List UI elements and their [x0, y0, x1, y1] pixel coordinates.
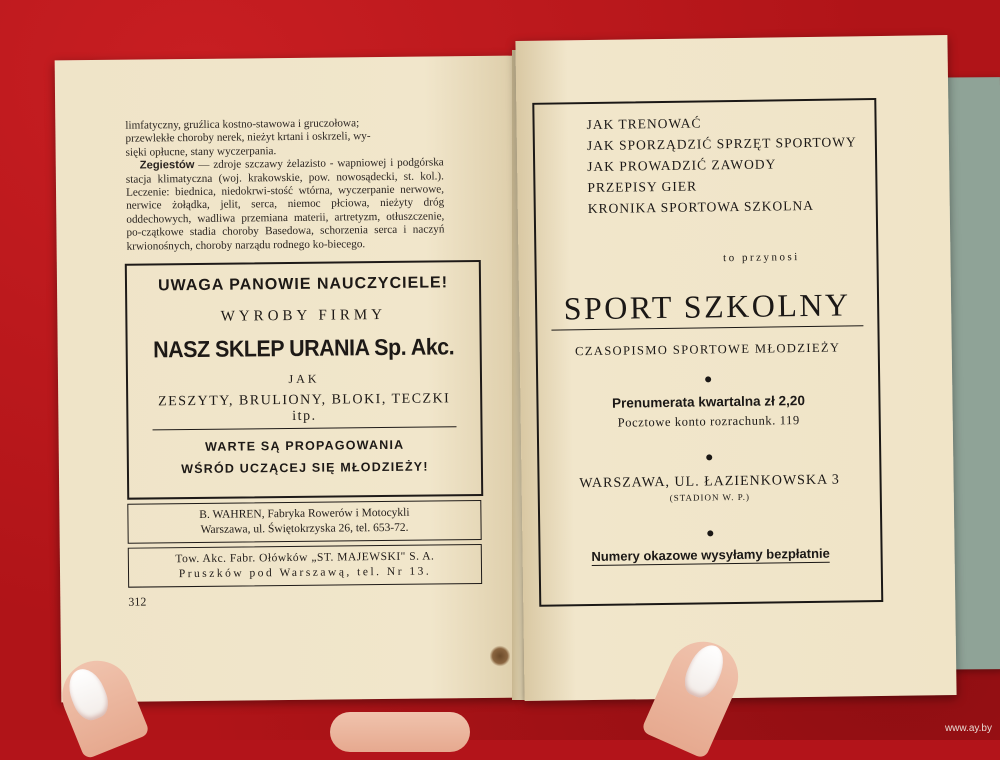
urania-advertisement	[125, 260, 483, 500]
body-line: przewlekłe choroby nerek, nieżyt krtani i oskrzeli, wy-	[125, 130, 371, 146]
bullet-dot-icon	[706, 454, 712, 460]
ad-line-products: WYROBY FIRMY	[220, 306, 387, 325]
ad-heading: UWAGA PANOWIE NAUCZYCIELE!	[157, 274, 449, 295]
postal-account: Pocztowe konto rozrachunk. 119	[617, 413, 800, 430]
subscription-price: Prenumerata kwartalna zł 2,20	[611, 393, 805, 411]
page-number: 312	[128, 594, 147, 609]
body-line: limfatyczny, gruźlica kostno-stawowa i gruczołowa;	[125, 117, 360, 132]
stadion-note: (STADION W. P.)	[669, 491, 751, 503]
ad-jak: JAK	[288, 371, 320, 387]
left-body-text	[125, 116, 444, 253]
brings-text: to przynosi	[723, 251, 800, 265]
topic-item: JAK PROWADZIĆ ZAWODY	[587, 156, 777, 175]
topic-item: KRONIKA SPORTOWA SZKOLNA	[587, 197, 815, 217]
right-page	[515, 35, 956, 701]
sport-szkolny-advertisement	[532, 98, 883, 607]
right-thumbnail	[679, 640, 730, 702]
left-thumbnail	[62, 664, 113, 725]
watermark: www.ay.by	[944, 723, 992, 734]
ad-slogan-2: WŚRÓD UCZĄCEJ SIĘ MŁODZIEŻY!	[181, 459, 429, 477]
wahren-advertisement	[127, 500, 481, 544]
majewski-line-2: Pruszków pod Warszawą, tel. Nr 13.	[178, 565, 432, 581]
topics-list	[586, 110, 857, 219]
left-page	[55, 56, 524, 703]
body-line: sięki opłucne, stany wyczerpania.	[125, 144, 277, 159]
free-samples-note	[541, 545, 881, 565]
magazine-subtitle: CZASOPISMO SPORTOWE MŁODZIEŻY	[574, 340, 841, 359]
entry-term: Zegiestów	[139, 159, 195, 172]
magazine-title: SPORT SZKOLNY	[551, 286, 864, 330]
bullet-dot-icon	[707, 530, 713, 536]
paper-stain	[490, 645, 510, 667]
entry-text: — zdroje szczawy żelazisto - wapniowej i podgórska stacja klimatyczna (woj. krakowskie, pow. nowosądecki, st. kol.). Leczenie: biednica, niedokrwi-stość wtórna, wyczerpanie nerwowe, nerwice żołądka, jelit, serca, niemoc płciowa, nieżyty dróg oddechowych, wadliwa przemiana materii, artretyzm, otłuszczenie, po-czątkowe stadia choroby Basedowa, schorzenia serca i naczyń krwionośnych, choroby narządu rodnego ko-biecego.	[125, 156, 445, 253]
ad-slogan-1: WARTE SĄ PROPAGOWANIA	[204, 437, 405, 454]
publisher-address: WARSZAWA, UL. ŁAZIENKOWSKA 3	[579, 472, 840, 492]
topic-item: PRZEPISY GIER	[587, 178, 698, 196]
bullet-dot-icon	[705, 376, 711, 382]
wahren-line-1: B. WAHREN, Fabryka Rowerów i Motocykli	[199, 506, 410, 521]
topic-item: JAK SPORZĄDZIĆ SPRZĘT SPORTOWY	[586, 134, 857, 154]
majewski-advertisement	[128, 544, 482, 588]
ad-items: ZESZYTY, BRULIONY, BLOKI, TECZKI itp.	[152, 391, 456, 430]
free-samples-text: Numery okazowe wysyłamy bezpłatnie	[591, 545, 830, 565]
ad-company-name: NASZ SKLEP URANIA Sp. Akc.	[153, 333, 455, 363]
topic-item: JAK TRENOWAĆ	[586, 115, 702, 133]
wahren-line-2: Warszawa, ul. Świętokrzyska 26, tel. 653-72.	[200, 521, 409, 536]
entry-paragraph	[126, 157, 445, 254]
majewski-line-1: Tow. Akc. Fabr. Ołówków „ST. MAJEWSKI" S. A.	[175, 550, 435, 566]
finger-bottom	[330, 712, 470, 752]
